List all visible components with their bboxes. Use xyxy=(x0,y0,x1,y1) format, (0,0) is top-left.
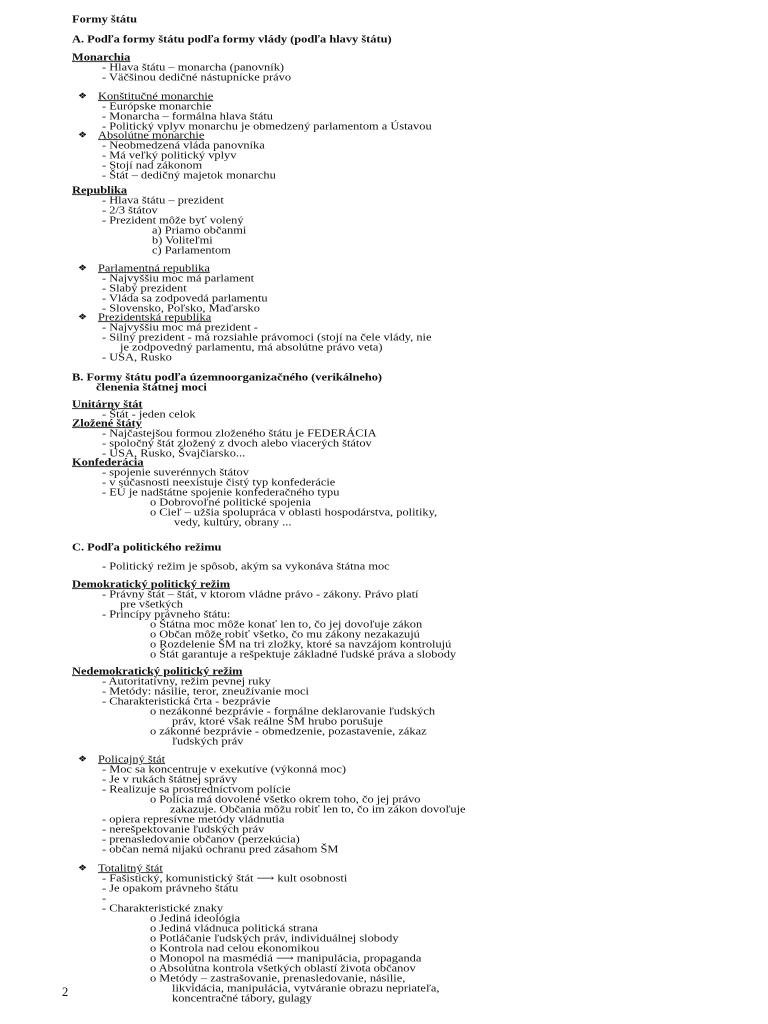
diamond-bullet-icon: ❖ xyxy=(78,91,87,102)
diamond-bullet-icon: ❖ xyxy=(78,754,87,765)
text-line: - Charakteristické znaky xyxy=(102,902,224,914)
text-line: o zákonné bezprávie - obmedzenie, pozastavenie, zákaz xyxy=(150,725,427,737)
text-line: - Slabý prezident xyxy=(102,282,187,294)
diamond-bullet-icon: ❖ xyxy=(78,130,87,141)
text-line: - Väčšinou dedičné nástupnícke právo xyxy=(102,71,292,83)
section-heading: Zložené štáty xyxy=(72,417,142,429)
text-line: - Právny štát – štát, v ktorom vládne právo - zákony. Právo platí xyxy=(102,588,419,600)
text-line: b) Voliteľmi xyxy=(152,234,213,246)
text-line: - občan nemá nijakú ochranu pred zásahom ŠM xyxy=(102,843,339,855)
text-line: - Európske monarchie xyxy=(102,100,212,112)
text-line: - v súčasnosti neexistuje čistý typ konfederácie xyxy=(102,476,336,488)
text-line: - nerešpektovanie ľudských práv xyxy=(102,823,265,835)
text-line: Totalitný štát xyxy=(98,862,163,874)
text-line: - Je v rukách štátnej správy xyxy=(102,773,238,785)
diamond-bullet-icon: ❖ xyxy=(78,863,87,874)
text-line: - Prezident môže byť volený xyxy=(102,214,244,226)
diamond-bullet-icon: ❖ xyxy=(78,312,87,323)
text-line: - Silný prezident - má rozsiahle právomoci (stojí na čele vlády, nie xyxy=(102,331,432,343)
section-heading: A. Podľa formy štátu podľa formy vlády (podľa hlavy štátu) xyxy=(72,33,392,45)
section-heading: B. Formy štátu podľa územnoorganizačného (verikálneho) xyxy=(72,371,383,383)
text-line: - Najvyššiu moc má prezident - xyxy=(102,321,258,333)
text-line: - Realizuje sa prostredníctvom polície xyxy=(102,783,291,795)
text-line: - opiera represívne metódy vládnutia xyxy=(102,813,285,825)
section-heading: Formy štátu xyxy=(72,13,138,25)
text-line: o Rozdelenie ŠM na tri zložky, ktoré sa navzájom kontrolujú xyxy=(150,638,452,650)
text-line: - Princípy právneho štátu: xyxy=(102,608,231,620)
text-line: o Polícia má dovolené všetko okrem toho, čo jej právo xyxy=(150,793,421,805)
text-line: je zodpovedný parlamentu, má absolútne právo veta) xyxy=(120,341,383,353)
text-line: - Štát – dedičný majetok monarchu xyxy=(102,169,276,181)
text-line: práv, ktoré však reálne ŠM hrubo porušuje xyxy=(172,715,383,727)
text-line: o Kontrola nad celou ekonomikou xyxy=(150,942,320,954)
text-line: - Metódy: násilie, teror, zneužívanie moci xyxy=(102,685,309,697)
text-line: koncentračné tábory, gulagy xyxy=(172,992,312,1004)
text-line: o Potláčanie ľudských práv, individuálnej slobody xyxy=(150,932,399,944)
text-line: - 2/3 štátov xyxy=(102,204,158,216)
diamond-bullet-icon: ❖ xyxy=(78,263,87,274)
text-line: vedy, kultúry, obrany ... xyxy=(174,516,292,528)
text-line: - Autoritatívny, režim pevnej ruky xyxy=(102,675,271,687)
text-line: Parlamentná republika xyxy=(98,262,210,274)
text-line: c) Parlamentom xyxy=(152,244,231,256)
section-heading: Republika xyxy=(72,184,128,196)
text-line: - spoločný štát zložený z dvoch alebo viacerých štátov xyxy=(102,437,372,449)
text-line: Policajný štát xyxy=(98,753,166,765)
text-line: a) Priamo občanmi xyxy=(152,224,247,236)
page-number: 2 xyxy=(62,985,69,999)
section-heading: Konfederácia xyxy=(72,456,144,468)
text-line: - Politický vplyv monarchu je obmedzený parlamentom a Ústavou xyxy=(102,120,432,132)
text-line: o Cieľ – užšia spolupráca v oblasti hospodárstva, politiky, xyxy=(150,506,438,518)
text-line: - USA, Rusko, Švajčiarsko... xyxy=(102,447,246,459)
text-line: Konštitučné monarchie xyxy=(98,90,214,102)
section-heading: Monarchia xyxy=(72,51,131,63)
text-line: o Monopol na masmédiá ⟶ manipulácia, propaganda xyxy=(150,952,422,964)
text-line: - Hlava štátu – monarcha (panovník) xyxy=(102,61,285,73)
text-line: - Stojí nad zákonom xyxy=(102,159,203,171)
text-line: pre všetkých xyxy=(120,598,183,610)
text-line: o nezákonné bezprávie - formálne deklarovanie ľudských xyxy=(150,705,436,717)
text-line: - Politický režim je spôsob, akým sa vykonáva štátna moc xyxy=(102,560,390,572)
text-line: - Charakteristická črta - bezprávie xyxy=(102,695,271,707)
section-heading: Unitárny štát xyxy=(72,398,143,410)
text-line: - Vláda sa zodpovedá parlamentu xyxy=(102,292,268,304)
text-line: o Štátna moc môže konať len to, čo jej dovoľuje zákon xyxy=(150,618,423,630)
text-line: ľudských práv xyxy=(172,735,244,747)
text-line: - Je opakom právneho štátu xyxy=(102,882,239,894)
text-line: o Jediná ideológia xyxy=(150,912,241,924)
text-line: o Metódy – zastrašovanie, prenasledovanie, násilie, xyxy=(150,972,406,984)
text-line: - Moc sa koncentruje v exekutíve (výkonná moc) xyxy=(102,763,346,775)
text-line: - Štát - jeden celok xyxy=(102,408,196,420)
text-line: - prenasledovanie občanov (perzekúcia) xyxy=(102,833,300,845)
text-line: - EÚ je nadštátne spojenie konfederačného typu xyxy=(102,486,340,498)
text-line: - Slovensko, Poľsko, Maďarsko xyxy=(102,302,260,314)
text-line: o Štát garantuje a rešpektuje základné ľudské práva a slobody xyxy=(150,648,457,660)
text-line: - Najčastejšou formou zloženého štátu je FEDERÁCIA xyxy=(102,427,377,439)
text-line: - Má veľký politický vplyv xyxy=(102,149,237,161)
text-line: - Neobmedzená vláda panovníka xyxy=(102,139,265,151)
text-line: - Monarcha – formálna hlava štátu xyxy=(102,110,273,122)
text-line: o Absolútna kontrola všetkých oblastí života občanov xyxy=(150,962,416,974)
text-line: - USA, Rusko xyxy=(102,351,172,363)
text-line: o Jediná vládnuca politická strana xyxy=(150,922,318,934)
section-heading: C. Podľa politického režimu xyxy=(72,541,222,553)
text-line: - Hlava štátu – prezident xyxy=(102,194,224,206)
section-heading: členenia štátnej moci xyxy=(96,381,207,393)
text-line: - xyxy=(102,892,107,904)
text-line: - Fašistický, komunistický štát ⟶ kult osobnosti xyxy=(102,872,348,884)
text-line: likvidácia, manipulácia, vytváranie obrazu nepriateľa, xyxy=(172,982,440,994)
section-heading: Demokratický politický režim xyxy=(72,578,231,590)
text-line: Absolútne monarchie xyxy=(98,129,205,141)
text-line: o Dobrovoľné politické spojenia xyxy=(150,496,311,508)
section-heading: Nedemokratický politický režim xyxy=(72,665,243,677)
text-line: - spojenie suverénnych štátov xyxy=(102,466,249,478)
text-line: zakazuje. Občania môžu robiť len to, čo im zákon dovoľuje xyxy=(170,803,466,815)
text-line: Prezidentská republika xyxy=(98,311,212,323)
text-line: o Občan môže robiť všetko, čo mu zákony nezakazujú xyxy=(150,628,420,640)
text-line: - Najvyššiu moc má parlament xyxy=(102,272,255,284)
